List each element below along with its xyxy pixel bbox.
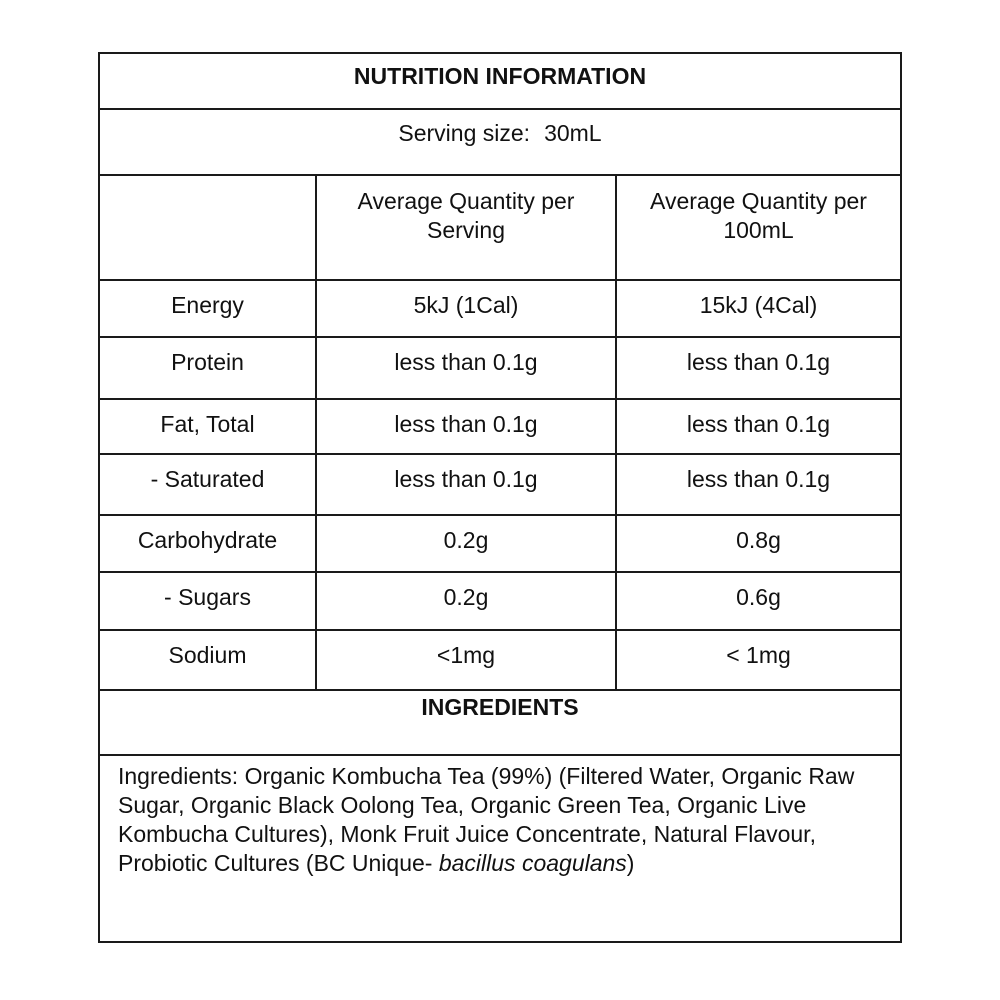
per-100ml-value: less than 0.1g [616,399,900,454]
ingredients-list: Ingredients: Organic Kombucha Tea (99%) (Filtered Water, Organic Raw Sugar, Organic Black Oolong Tea, Organic Green Tea, Organic Live Kombucha Cultures), Monk Fruit Juice Concentrate, Natural Flavour, Probiotic Cultures (BC Unique- [118,763,855,876]
nutrition-table [100,176,900,691]
table-row [100,337,900,399]
ingredients-heading: INGREDIENTS [100,690,900,756]
per-serving-value: less than 0.1g [316,454,616,515]
panel-title: NUTRITION INFORMATION [100,54,900,110]
header-nutrient [100,176,316,280]
nutrient-name: - Sugars [100,572,316,630]
table-row [100,280,900,337]
ingredients-closing: ) [626,850,635,876]
per-serving-value: less than 0.1g [316,399,616,454]
serving-size-label: Serving size: [398,120,531,146]
serving-size-value: 30mL [544,120,602,146]
per-100ml-value: less than 0.1g [616,454,900,515]
nutrient-name: Carbohydrate [100,515,316,572]
per-serving-value: 0.2g [316,515,616,572]
ingredients-text [118,762,893,878]
table-row [100,454,900,515]
nutrient-name: Protein [100,337,316,399]
table-row [100,515,900,572]
per-serving-value: less than 0.1g [316,337,616,399]
header-per-serving: Average Quantity per Serving [316,176,616,280]
header-per-100ml: Average Quantity per 100mL [616,176,900,280]
table-row [100,630,900,690]
per-100ml-value: less than 0.1g [616,337,900,399]
per-100ml-value: 0.6g [616,572,900,630]
serving-size [100,110,900,176]
ingredients-species: bacillus coagulans [438,850,627,876]
nutrient-name: Sodium [100,630,316,690]
nutrient-name: Fat, Total [100,399,316,454]
per-serving-value: 0.2g [316,572,616,630]
nutrient-name: Energy [100,280,316,337]
table-row [100,572,900,630]
nutrition-panel [98,52,902,943]
per-100ml-value: < 1mg [616,630,900,690]
table-header-row [100,176,900,280]
per-serving-value: <1mg [316,630,616,690]
per-serving-value: 5kJ (1Cal) [316,280,616,337]
per-100ml-value: 0.8g [616,515,900,572]
per-100ml-value: 15kJ (4Cal) [616,280,900,337]
nutrient-name: - Saturated [100,454,316,515]
table-row [100,399,900,454]
